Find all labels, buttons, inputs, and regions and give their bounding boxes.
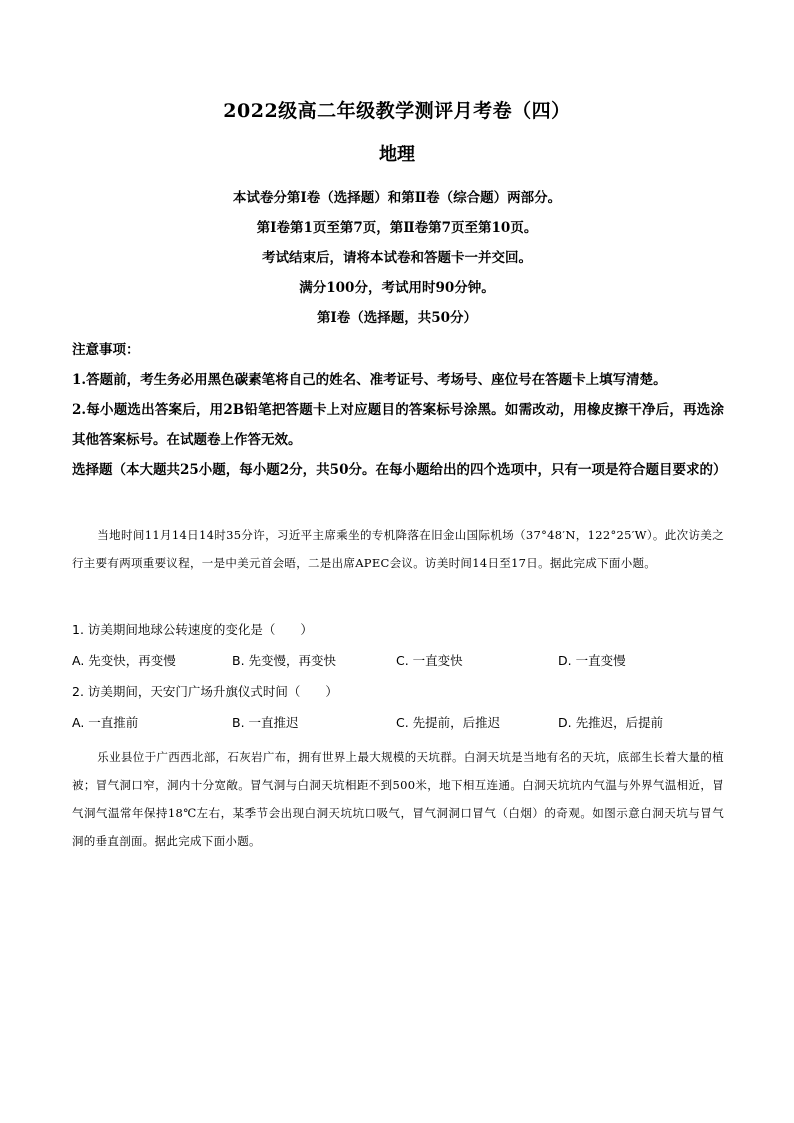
- question-stem: 1. 访美期间地球公转速度的变化是（ ）: [72, 622, 313, 637]
- reading-passage: 乐业县位于广西西北部，石灰岩广布，拥有世界上最大规模的天坑群。白洞天坑是当地有名的天坑，底部生长着大量的植被；冒气洞口窄，洞内十分宽敞。冒气洞与白洞天坑相距不到500米，地下相互连通。白洞天坑坑内气温与外界气温相近，冒气洞气温常年保持18℃左右，某季节会出现白洞天坑坑口吸气，冒气洞洞口冒气（白烟）的奇观。如图示意白洞天坑与冒气洞的垂直剖面。据此完成下面小题。: [72, 750, 724, 848]
- option-c: C. 一直变快: [396, 653, 463, 668]
- question-stem: 2. 访美期间，天安门广场升旗仪式时间（ ）: [72, 684, 338, 699]
- exam-info-line: 本试卷分第Ⅰ卷（选择题）和第Ⅱ卷（综合题）两部分。: [232, 190, 562, 206]
- exam-info-line: 考试结束后，请将本试卷和答题卡一并交回。: [262, 250, 532, 266]
- note-item: 2.每小题选出答案后，用2B铅笔把答题卡上对应题目的答案标号涂黑。如需改动，用橡皮擦干净后，再选涂其他答案标号。在试题卷上作答无效。: [72, 402, 724, 448]
- option-a: A. 先变快，再变慢: [72, 653, 176, 668]
- notes-heading: 注意事项：: [72, 342, 140, 358]
- option-d: D. 一直变慢: [558, 653, 626, 668]
- section-heading: 第Ⅰ卷（选择题，共50分）: [316, 310, 478, 326]
- note-item: 1.答题前，考生务必用黑色碳素笔将自己的姓名、准考证号、考场号、座位号在答题卡上填写清楚。: [72, 372, 667, 388]
- option-d: D. 先推迟，后提前: [558, 715, 664, 730]
- subject-title: 地理: [379, 144, 415, 165]
- exam-info-line: 满分100分，考试用时90分钟。: [299, 280, 495, 296]
- option-b: B. 先变慢，再变快: [232, 653, 337, 668]
- reading-passage: 当地时间11月14日14时35分许，习近平主席乘坐的专机降落在旧金山国际机场（37°48′N，122°25′W）。此次访美之行主要有两项重要议程，一是中美元首会晤，二是出席APEC会议。访美时间14日至17日。据此完成下面小题。: [72, 528, 724, 570]
- option-a: A. 一直推前: [72, 715, 139, 730]
- option-b: B. 一直推迟: [232, 715, 299, 730]
- choice-section-instructions: 选择题（本大题共25小题，每小题2分，共50分。在每小题给出的四个选项中，只有一项是符合题目要求的）: [72, 462, 727, 478]
- exam-info-line: 第Ⅰ卷第1页至第7页，第Ⅱ卷第7页至第10页。: [256, 220, 538, 236]
- exam-title: 2022级高二年级教学测评月考卷（四）: [223, 100, 571, 122]
- option-c: C. 先提前，后推迟: [396, 715, 501, 730]
